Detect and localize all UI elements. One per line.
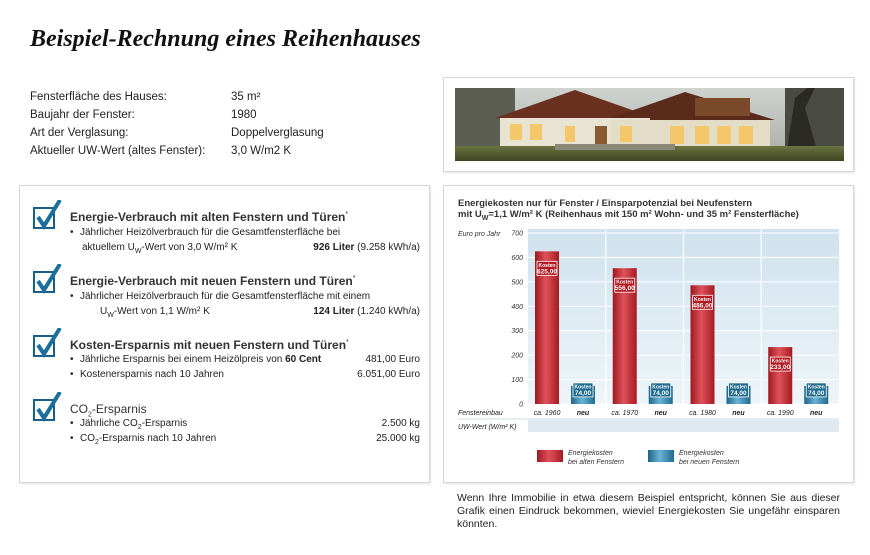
fact-label: Baujahr der Fenster: xyxy=(30,109,135,121)
footnote-star: * xyxy=(352,275,356,282)
y-tick-label: 700 xyxy=(511,230,523,238)
fact-value: 3,0 W/m2 K xyxy=(231,145,292,157)
house-photo-frame xyxy=(443,77,854,172)
fact-row xyxy=(30,88,381,106)
uw-row-background xyxy=(528,420,839,432)
y-axis-label: Euro pro Jahr xyxy=(458,231,501,238)
fact-value: Doppelverglasung xyxy=(231,127,324,139)
chart-title-line: mit U xyxy=(458,209,482,220)
legend-label-new: bei neuen Fenstern xyxy=(679,459,740,466)
section-line: • $CO_2$-Ersparnis nach 10 Jahren 25.000 kg xyxy=(70,431,420,450)
y-tick-label: 300 xyxy=(511,328,523,336)
bar-old-windows xyxy=(768,347,792,404)
energy-cost-chart xyxy=(444,186,855,484)
x-tick-label: ca. 1970 xyxy=(611,410,639,417)
value-bold: 926 Liter xyxy=(313,242,355,253)
bar-value-label: 486,00 xyxy=(692,302,713,310)
subscript: W xyxy=(134,248,142,255)
line-value: 6.051,00 Euro xyxy=(357,369,420,380)
legend-swatch-new xyxy=(648,450,674,462)
checkmark-icon xyxy=(32,328,62,358)
line-text: CO xyxy=(80,433,95,444)
subscript: W xyxy=(481,214,489,222)
section-line: • Jährlicher Heizölverbrauch für die Gesamtfensterfläche bei xyxy=(70,227,341,238)
bar-value-label: 625,00 xyxy=(537,268,557,276)
x-tick-label: ca. 1960 xyxy=(533,410,561,417)
y-tick-label: 200 xyxy=(511,352,523,360)
fact-value: 35 m² xyxy=(231,91,261,103)
line-text: Jährliche CO xyxy=(80,418,138,429)
fact-value: 1980 xyxy=(231,109,257,121)
checkmark-icon xyxy=(32,264,62,294)
bar-label-word: Kosten xyxy=(807,384,825,391)
line-text: -Wert von 1,1 W/m² K xyxy=(113,306,210,317)
bar-value-label: 556,00 xyxy=(614,285,635,293)
fact-row xyxy=(30,142,381,160)
section-title xyxy=(70,210,348,224)
footnote-star: * xyxy=(346,339,349,346)
x-tick-label-new: neu xyxy=(654,410,667,417)
value-rest: (9.258 kWh/a) xyxy=(354,242,420,253)
bar-label-word: Kosten xyxy=(652,384,670,391)
checkmark-icon xyxy=(32,392,62,422)
section-line xyxy=(100,304,420,323)
fact-row xyxy=(30,124,381,142)
section-title-text: Kosten-Ersparnis mit neuen Fenstern und Türen xyxy=(70,338,347,352)
bar-label-word: Kosten xyxy=(574,384,592,391)
y-tick-label: 500 xyxy=(511,279,523,287)
section-line: • Jährliche Ersparnis bei einem Heizölpreis von 60 Cent 481,00 Euro xyxy=(70,354,420,365)
legend-label-old: Energiekosten xyxy=(568,450,613,457)
legend-swatch-old xyxy=(537,450,563,462)
checkmark-icon xyxy=(32,200,62,230)
section-line: • Jährliche $CO_2$-Ersparnis 2.500 kg xyxy=(70,416,420,435)
row-label-uw: UW-Wert (W/m² K) xyxy=(458,424,517,431)
bar-value-label: 74,00 xyxy=(730,389,747,397)
fact-row xyxy=(30,106,381,124)
house-facts xyxy=(30,88,381,160)
section-title xyxy=(70,274,355,288)
section-title-text: Energie-Verbrauch mit alten Fenstern und Türen xyxy=(70,210,346,224)
subscript: 2 xyxy=(137,424,142,431)
y-tick-label: 400 xyxy=(511,303,523,311)
section-line: • Jährlicher Heizölverbrauch für die Gesamtfensterfläche mit einem xyxy=(70,291,371,302)
house-photo xyxy=(455,88,844,161)
y-tick-label: 0 xyxy=(519,401,523,409)
section-line: • Kostenersparnis nach 10 Jahren 6.051,00 Euro xyxy=(70,369,420,380)
legend-label-new: Energiekosten xyxy=(679,450,724,457)
value-bold: 60 Cent xyxy=(285,354,322,365)
subscript: 2 xyxy=(88,411,92,419)
subscript: W xyxy=(107,312,114,319)
page-title: Beispiel-Rechnung eines Reihenhauses xyxy=(30,26,421,52)
section-title xyxy=(70,338,349,352)
line-text: -Ersparnis nach 10 Jahren xyxy=(98,433,217,444)
section-title-text: CO xyxy=(70,402,88,416)
savings-panel xyxy=(19,185,430,483)
footnote: Wenn Ihre Immobilie in etwa diesem Beispiel entspricht, können Sie aus dieser Grafik einen Eindruck bekommen, wieviel Energiekosten Sie ungefähr einsparen könnten. xyxy=(457,492,840,530)
line-text: Jährliche Ersparnis bei einem Heizölpreis von xyxy=(80,354,286,365)
y-tick-label: 600 xyxy=(511,254,523,262)
x-tick-label: ca. 1990 xyxy=(766,410,794,417)
line-text: U xyxy=(100,306,108,317)
x-tick-label: ca. 1980 xyxy=(689,410,716,417)
chart-panel xyxy=(443,185,854,483)
row-label-fenstereinbau: Fenstereinbau xyxy=(458,410,503,417)
line-text: Jährlicher Heizölverbrauch für die Gesamtfensterfläche bei xyxy=(80,227,341,238)
line-text: -Ersparnis xyxy=(141,418,188,429)
footnote-star: * xyxy=(345,211,349,218)
x-tick-label-new: neu xyxy=(576,410,590,417)
bar-value-label: 233,00 xyxy=(770,364,791,372)
line-text: Kostenersparnis nach 10 Jahren xyxy=(80,369,224,380)
line-text: Jährlicher Heizölverbrauch für die Gesamtfensterfläche mit einem xyxy=(80,291,371,302)
fact-label: Aktueller UW-Wert (altes Fenster): xyxy=(30,145,206,157)
section-line xyxy=(82,240,420,259)
chart-title-line: =1,1 W/m² K (Reihenhaus mit 150 m² Wohn- und 35 m² Fensterfläche) xyxy=(488,209,799,220)
x-tick-label-new: neu xyxy=(810,410,823,417)
fact-label: Art der Verglasung: xyxy=(30,127,129,139)
bar-label-word: Kosten xyxy=(694,296,711,303)
section-title-text: Energie-Verbrauch mit neuen Fenstern und Türen xyxy=(70,274,353,288)
bar-value-label: 74,00 xyxy=(574,389,592,397)
bar-label-word: Kosten xyxy=(730,384,747,391)
bar-label-word: Kosten xyxy=(771,358,789,365)
bar-label-word: Kosten xyxy=(616,279,634,286)
section-title-text: -Ersparnis xyxy=(91,402,147,416)
x-tick-label-new: neu xyxy=(732,410,745,417)
value-rest: (1.240 kWh/a) xyxy=(354,306,420,317)
value-bold: 124 Liter xyxy=(313,306,355,317)
line-text: aktuellem U xyxy=(82,242,135,253)
y-tick-label: 100 xyxy=(511,377,523,385)
line-value: 2.500 kg xyxy=(381,418,420,429)
line-text: -Wert von 3,0 W/m² K xyxy=(141,242,238,253)
fact-label: Fensterfläche des Hauses: xyxy=(30,91,167,103)
legend-label-old: bei alten Fenstern xyxy=(568,459,625,466)
subscript: 2 xyxy=(95,439,99,446)
bar-value-label: 74,00 xyxy=(652,389,669,397)
line-value: 481,00 Euro xyxy=(365,354,420,365)
bar-label-word: Kosten xyxy=(538,262,556,269)
bar-value-label: 74,00 xyxy=(808,389,825,397)
line-value: 25.000 kg xyxy=(376,433,420,444)
chart-title-line: Energiekosten nur für Fenster / Einsparpotenzial bei Neufenstern xyxy=(458,198,753,209)
